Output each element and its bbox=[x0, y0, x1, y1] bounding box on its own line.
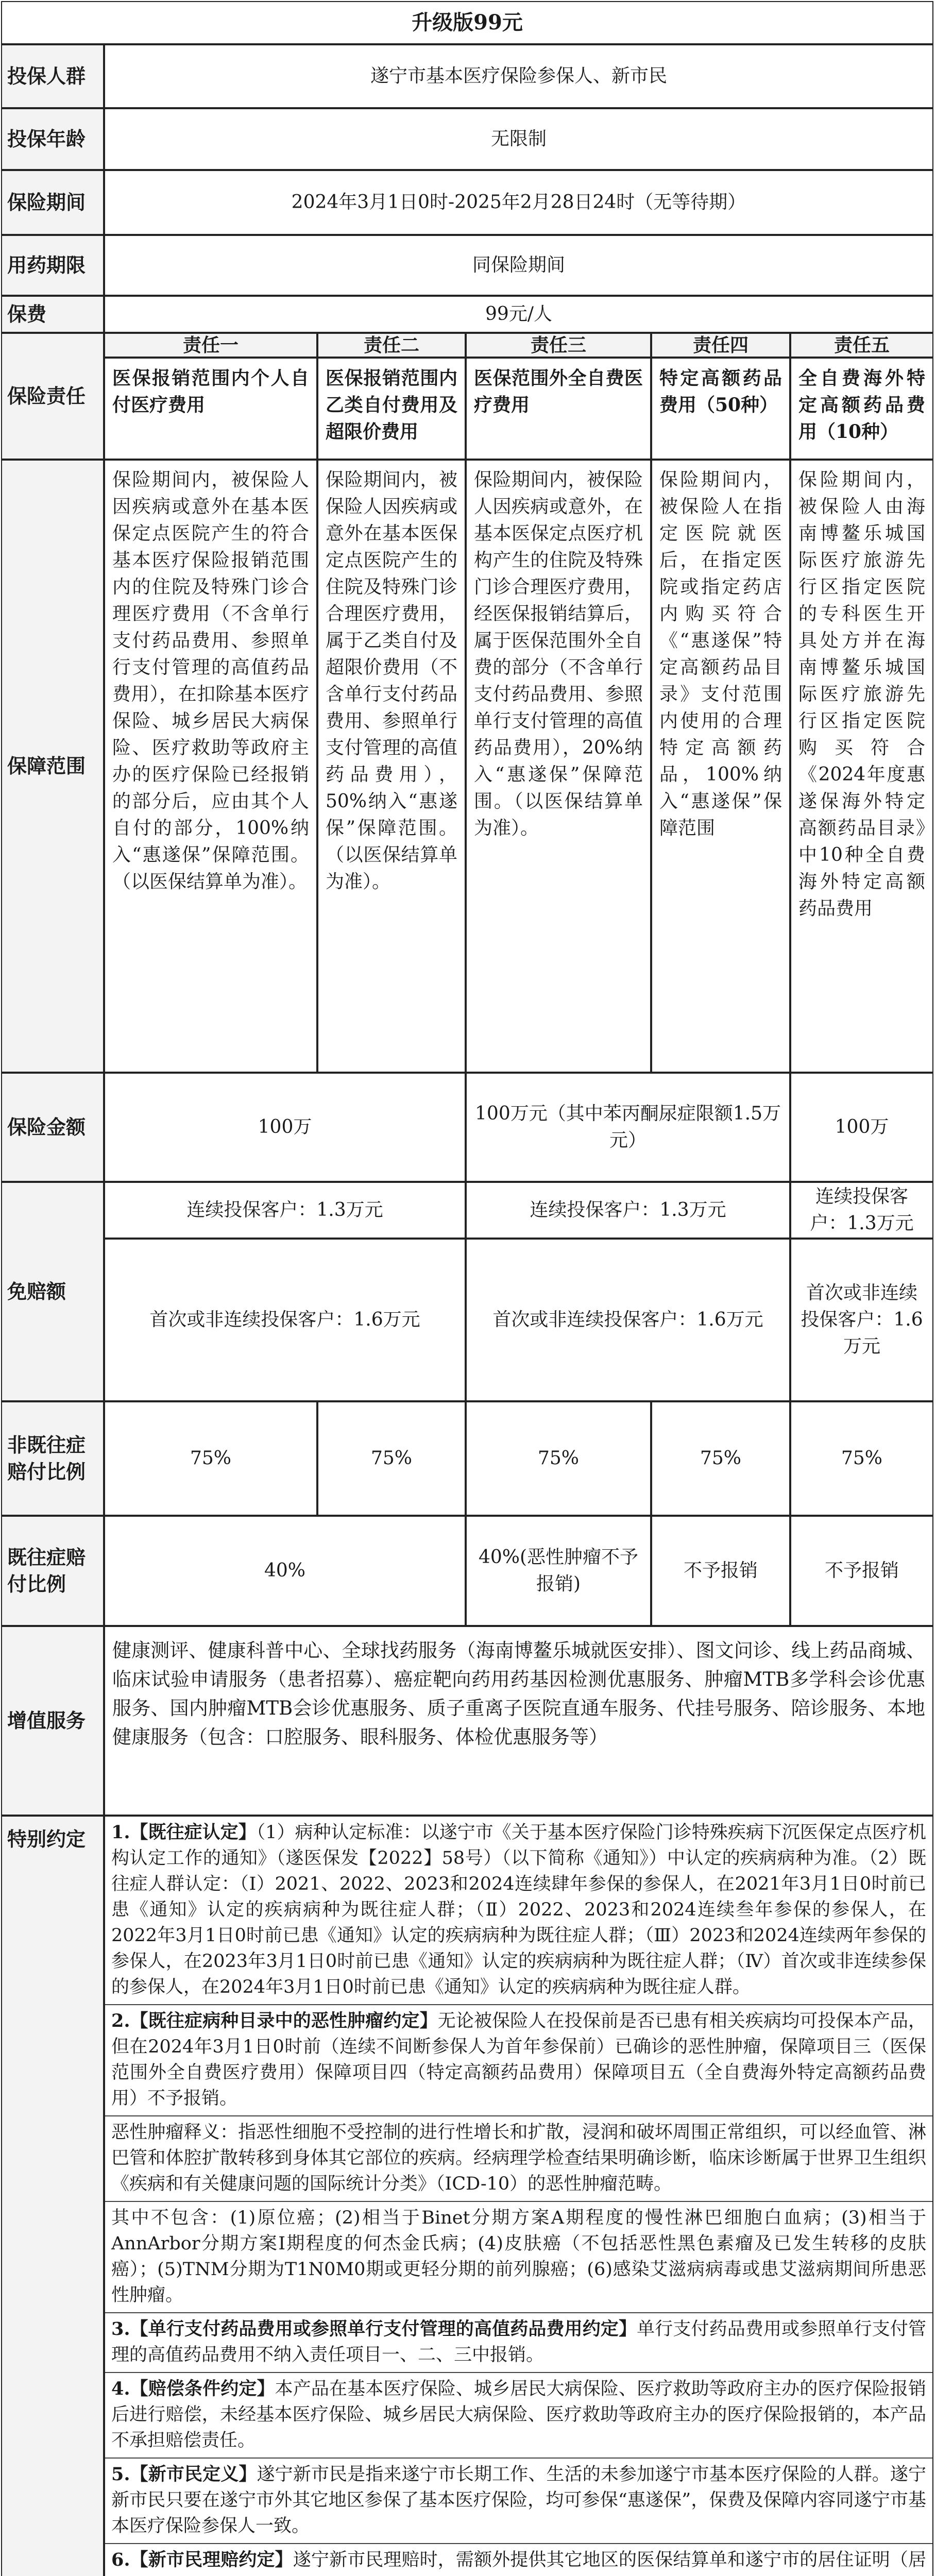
special-term-text: （1）病种认定标准：以遂宁市《关于基本医疗保险门诊特殊疾病下沉医保定点医疗机构认定工作的通知》（遂医保发【2022】58号）（以下简称《通知》）中认定的疾病病种为准。（2）既往症人群认定：（Ⅰ）2021、2022、2023和2024连续肆年参保的参保人，在2021年3月1日0时前已患《通知》认定的疾病病种为既往症人群；（Ⅱ）2022、2023和2024连续叁年参保的参保人，在2022年3月1日0时前已患《通知》认定的疾病病种为既往症人群；（Ⅲ）2023和2024连续两年参保的参保人，在2023年3月1日0时前已患《通知》认定的疾病病种为既往症人群；（Ⅳ）首次或非连续参保的参保人，在2024年3月1日0时前已患《通知》认定的疾病病种为既往症人群。 bbox=[111, 1822, 926, 1997]
deductible-new-3-4: 首次或非连续投保客户：1.6万元 bbox=[466, 1239, 790, 1401]
coverage-label: 保障范围 bbox=[1, 460, 104, 1073]
premium-label: 保费 bbox=[1, 296, 104, 333]
special-term-5 bbox=[105, 2459, 932, 2544]
deductible-continuous-5: 连续投保客户：1.3万元 bbox=[790, 1182, 933, 1239]
deductible-label: 免赔额 bbox=[1, 1182, 104, 1401]
drug-period-label: 用药期限 bbox=[1, 235, 104, 296]
amount-label: 保险金额 bbox=[1, 1073, 104, 1182]
special-term-text: 本产品在基本医疗保险、城乡居民大病保险、医疗救助等政府主办的医疗保险报销后进行赔偿，未经基本医疗保险、城乡居民大病保险、医疗救助等政府主办的医疗保险报销的，本产品不承担赔偿责任。 bbox=[111, 2379, 926, 2451]
special-term-6 bbox=[105, 2544, 932, 2576]
coverage-text-4: 保险期间内，被保险人在指定医院就医后，在指定医院或指定药店内购买符合《“惠遂保”特定高额药品目录》支付范围内使用的合理特定高额药品，100%纳入“惠遂保”保障范围 bbox=[651, 460, 790, 1073]
deductible-continuous-3-4: 连续投保客户：1.3万元 bbox=[466, 1182, 790, 1239]
coverage-text-3: 保险期间内，被保险人因疾病或意外，在基本医保定点医疗机构产生的住院及特殊门诊合理医疗费用，经医保报销结算后，属于医保范围外全自费的部分（不含单行支付药品费用、参照单行支付管理的高值药品费用），20%纳入“惠遂保”保障范围。（以医保结算单为准）。 bbox=[466, 460, 651, 1073]
special-term-exclusions bbox=[105, 2202, 932, 2313]
value-added-label: 增值服务 bbox=[1, 1626, 104, 1816]
responsibility-name-5: 全自费海外特定高额药品费用（10种） bbox=[790, 358, 933, 460]
special-term-text: 遂宁新市民理赔时，需额外提供其它地区的医保结算单和遂宁市的居住证明（居 bbox=[293, 2550, 926, 2570]
special-term-3 bbox=[105, 2313, 932, 2373]
amount-value-5: 100万 bbox=[790, 1073, 933, 1182]
special-term-1 bbox=[105, 1817, 932, 2005]
age-label: 投保年龄 bbox=[1, 108, 104, 170]
non-preexisting-ratio-2: 75% bbox=[317, 1401, 466, 1516]
special-term-tag: 6.【新市民理赔约定】 bbox=[111, 2549, 293, 2570]
responsibility-label: 保险责任 bbox=[1, 333, 104, 460]
coverage-text-2: 保险期间内，被保险人因疾病或意外在基本医保定点医院产生的住院及特殊门诊合理医疗费用，属于乙类自付及超限价费用（不含单行支付药品费用、参照单行支付管理的高值药品费用），50%纳入“惠遂保”保障范围。（以医保结算单为准）。 bbox=[317, 460, 466, 1073]
preexisting-ratio-5: 不予报销 bbox=[790, 1516, 933, 1626]
special-term-text: 单行支付药品费用或参照单行支付管理的高值药品费用不纳入责任项目一、二、三中报销。 bbox=[111, 2319, 926, 2365]
special-term-4 bbox=[105, 2373, 932, 2459]
non-preexisting-ratio-5: 75% bbox=[790, 1401, 933, 1516]
preexisting-ratio-4: 不予报销 bbox=[651, 1516, 790, 1626]
deductible-new-1-2: 首次或非连续投保客户：1.6万元 bbox=[104, 1239, 466, 1401]
special-term-tag: 2.【既往症病种目录中的恶性肿瘤约定】 bbox=[111, 2010, 438, 2031]
insured-label: 投保人群 bbox=[1, 44, 104, 108]
special-term-tag: 4.【赔偿条件约定】 bbox=[111, 2378, 275, 2399]
responsibility-name-2: 医保报销范围内乙类自付费用及超限价费用 bbox=[317, 358, 466, 460]
preexisting-ratio-3: 40%(恶性肿瘤不予报销) bbox=[466, 1516, 651, 1626]
responsibility-header-5: 责任五 bbox=[790, 333, 933, 358]
special-term-text: 无论被保险人在投保前是否已患有相关疾病均可投保本产品，但在2024年3月1日0时前（连续不间断参保人为首年参保前）已确诊的恶性肿瘤，保障项目三（医保范围外全自费医疗费用）保障项目四（特定高额药品费用）保障项目五（全自费海外特定高额药品费用）不予报销。 bbox=[111, 2011, 926, 2109]
special-term-tag: 1.【既往症认定】 bbox=[111, 1822, 257, 1843]
responsibility-name-3: 医保范围外全自费医疗费用 bbox=[466, 358, 651, 460]
value-added-text: 健康测评、健康科普中心、全球找药服务（海南博鳌乐城就医安排）、图文问诊、线上药品商城、临床试验申请服务（患者招募）、癌症靶向药用药基因检测优惠服务、肿瘤MTB多学科会诊优惠服务、国内肿瘤MTB会诊优惠服务、质子重离子医院直通车服务、代挂号服务、陪诊服务、本地健康服务（包含：口腔服务、眼科服务、体检优惠服务等） bbox=[104, 1626, 933, 1816]
age-value: 无限制 bbox=[104, 108, 933, 170]
responsibility-name-1: 医保报销范围内个人自付医疗费用 bbox=[104, 358, 317, 460]
coverage-text-5: 保险期间内，被保险人由海南博鳌乐城国际医疗旅游先行区指定医院的专科医生开具处方并在海南博鳌乐城国际医疗旅游先行区指定医院购买符合《2024年度惠遂保海外特定高额药品目录》中10种全自费海外特定高额药品费用 bbox=[790, 460, 933, 1073]
special-label: 特别约定 bbox=[1, 1816, 104, 2576]
special-term-tag: 5.【新市民定义】 bbox=[111, 2464, 257, 2485]
non-preexisting-ratio-1: 75% bbox=[104, 1401, 317, 1516]
responsibility-header-3: 责任三 bbox=[466, 333, 651, 358]
preexisting-label: 既往症赔付比例 bbox=[1, 1516, 104, 1626]
amount-value-1-2: 100万 bbox=[104, 1073, 466, 1182]
responsibility-header-2: 责任二 bbox=[317, 333, 466, 358]
special-term-2 bbox=[105, 2005, 932, 2116]
responsibility-name-4: 特定高额药品费用（50种） bbox=[651, 358, 790, 460]
coverage-text-1: 保险期间内，被保险人因疾病或意外在基本医保定点医院产生的符合基本医疗保险报销范围内的住院及特殊门诊合理医疗费用（不含单行支付药品费用、参照单行支付管理的高值药品费用），在扣除基本医疗保险、城乡居民大病保险、医疗救助等政府主办的医疗保险已经报销的部分后，应由其个人自付的部分，100%纳入“惠遂保”保障范围。（以医保结算单为准）。 bbox=[104, 460, 317, 1073]
insured-value: 遂宁市基本医疗保险参保人、新市民 bbox=[104, 44, 933, 108]
deductible-new-5: 首次或非连续投保客户：1.6万元 bbox=[790, 1239, 933, 1401]
preexisting-ratio-1-2: 40% bbox=[104, 1516, 466, 1626]
special-terms bbox=[104, 1816, 933, 2576]
period-label: 保险期间 bbox=[1, 170, 104, 235]
amount-value-3-4: 100万元（其中苯丙酮尿症限额1.5万元） bbox=[466, 1073, 790, 1182]
non-preexisting-ratio-3: 75% bbox=[466, 1401, 651, 1516]
special-term-tag: 3.【单行支付药品费用或参照单行支付管理的高值药品费用约定】 bbox=[111, 2318, 637, 2340]
responsibility-header-4: 责任四 bbox=[651, 333, 790, 358]
special-term-malignant-definition bbox=[105, 2116, 932, 2202]
deductible-continuous-1-2: 连续投保客户：1.3万元 bbox=[104, 1182, 466, 1239]
special-term-text: 遂宁新市民是指来遂宁市长期工作、生活的未参加遂宁市基本医疗保险的人群。遂宁新市民只要在遂宁市外其它地区参保了基本医疗保险，均可参保“惠遂保”，保费及保障内容同遂宁市基本医疗保险参保人一致。 bbox=[111, 2464, 926, 2536]
plan-table bbox=[2, 2, 934, 2576]
plan-title: 升级版99元 bbox=[1, 1, 933, 44]
non-preexisting-label: 非既往症赔付比例 bbox=[1, 1401, 104, 1516]
drug-period-value: 同保险期间 bbox=[104, 235, 933, 296]
period-value: 2024年3月1日0时-2025年2月28日24时（无等待期） bbox=[104, 170, 933, 235]
non-preexisting-ratio-4: 75% bbox=[651, 1401, 790, 1516]
responsibility-header-1: 责任一 bbox=[104, 333, 317, 358]
special-term-text: 其中不包含：(1)原位癌；(2)相当于Binet分期方案A期程度的慢性淋巴细胞白血病；(3)相当于AnnArbor分期方案Ⅰ期程度的何杰金氏病；(4)皮肤癌（不包括恶性黑色素瘤及已发生转移的皮肤癌）；(5)TNM分期为T1N0M0期或更轻分期的前列腺癌；(6)感染艾滋病病毒或患艾滋病期间所患恶性肿瘤。 bbox=[111, 2208, 926, 2306]
special-term-text: 恶性肿瘤释义：指恶性细胞不受控制的进行性增长和扩散，浸润和破坏周围正常组织，可以经血管、淋巴管和体腔扩散转移到身体其它部位的疾病。经病理学检查结果明确诊断，临床诊断属于世界卫生组织《疾病和有关健康问题的国际统计分类》（ICD-10）的恶性肿瘤范畴。 bbox=[111, 2122, 926, 2194]
premium-value: 99元/人 bbox=[104, 296, 933, 333]
